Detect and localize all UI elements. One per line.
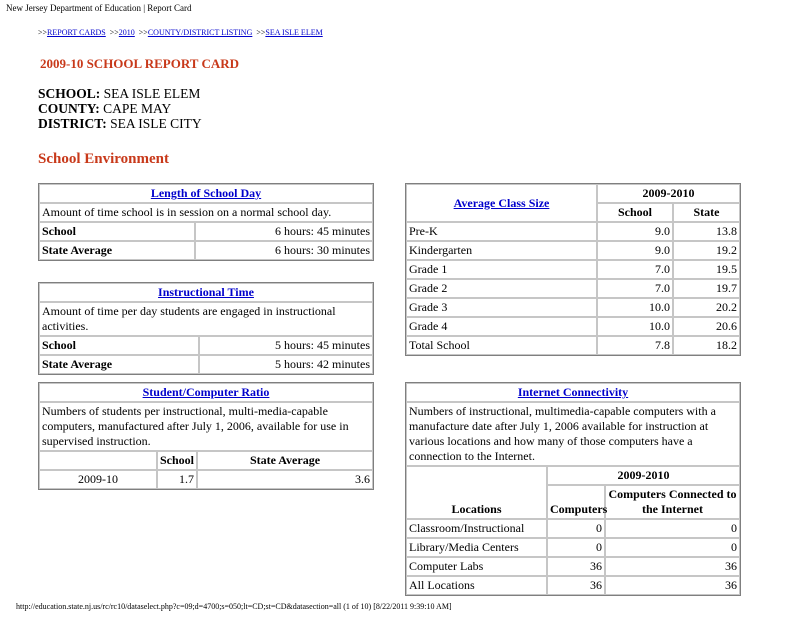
grade: Kindergarten (406, 241, 597, 260)
instructional-time-header (39, 283, 373, 302)
class-size-header (406, 184, 597, 222)
page-header: New Jersey Department of Education | Report Card (6, 3, 192, 13)
school-value: 7.0 (597, 260, 673, 279)
location: Library/Media Centers (406, 538, 547, 557)
col-connected: Computers Connected to the Internet (605, 485, 740, 519)
length-of-day-link[interactable]: Length of School Day (150, 186, 262, 200)
state-value: 13.8 (673, 222, 740, 241)
internet-header (406, 383, 740, 402)
table-row (406, 557, 740, 576)
class-size-table (405, 183, 741, 356)
col-school: School (597, 203, 673, 222)
breadcrumb-sep: >> (138, 28, 148, 37)
table-row (406, 336, 740, 355)
table-row (406, 222, 740, 241)
col-state-average: State Average (197, 451, 373, 470)
computers-value: 36 (547, 576, 605, 595)
state-value: 20.6 (673, 317, 740, 336)
school-value: 9.0 (597, 222, 673, 241)
table-row (39, 222, 373, 241)
table-row (406, 317, 740, 336)
breadcrumb (38, 28, 323, 37)
computers-value: 0 (547, 538, 605, 557)
row-label: State Average (39, 241, 195, 260)
school-info (38, 86, 202, 131)
row-label: State Average (39, 355, 199, 374)
row-value: 6 hours: 45 minutes (195, 222, 373, 241)
internet-link[interactable]: Internet Connectivity (517, 385, 629, 399)
location: Computer Labs (406, 557, 547, 576)
district-line (38, 116, 202, 131)
district-label: DISTRICT: (38, 116, 107, 131)
breadcrumb-sep: >> (109, 28, 119, 37)
school-name: SEA ISLE ELEM (103, 86, 201, 101)
table-row (39, 241, 373, 260)
grade: Grade 2 (406, 279, 597, 298)
col-computers: Computers (547, 485, 605, 519)
connected-value: 0 (605, 519, 740, 538)
school-value: 7.8 (597, 336, 673, 355)
table-row (406, 260, 740, 279)
table-row (39, 355, 373, 374)
county-name: CAPE MAY (103, 101, 172, 116)
row-value: 6 hours: 30 minutes (195, 241, 373, 260)
row-state: 3.6 (197, 470, 373, 489)
blank-cell (39, 451, 157, 470)
school-label: SCHOOL: (38, 86, 101, 101)
internet-table (405, 382, 741, 596)
breadcrumb-2010[interactable]: 2010 (118, 28, 135, 37)
student-computer-header (39, 383, 373, 402)
table-row (39, 470, 373, 489)
report-title: 2009-10 SCHOOL REPORT CARD (40, 56, 240, 71)
state-value: 19.2 (673, 241, 740, 260)
row-year: 2009-10 (39, 470, 157, 489)
table-row (406, 538, 740, 557)
instructional-time-table (38, 282, 374, 375)
breadcrumb-school[interactable]: SEA ISLE ELEM (265, 28, 323, 37)
class-size-year: 2009-2010 (597, 184, 740, 203)
row-value: 5 hours: 42 minutes (199, 355, 373, 374)
grade: Grade 1 (406, 260, 597, 279)
county-label: COUNTY: (38, 101, 100, 116)
connected-value: 36 (605, 557, 740, 576)
row-school: 1.7 (157, 470, 197, 489)
district-name: SEA ISLE CITY (110, 116, 202, 131)
breadcrumb-report-cards[interactable]: REPORT CARDS (47, 28, 106, 37)
breadcrumb-sep: >> (38, 28, 48, 37)
row-label: School (39, 222, 195, 241)
connected-value: 0 (605, 538, 740, 557)
table-row (406, 519, 740, 538)
county-line (38, 101, 202, 116)
student-computer-desc: Numbers of students per instructional, multi-media-capable computers, manufactured after July 1, 2006, available for use in supervised instruction. (39, 402, 373, 451)
table-row (406, 279, 740, 298)
grade: Grade 4 (406, 317, 597, 336)
grade: Grade 3 (406, 298, 597, 317)
school-value: 10.0 (597, 298, 673, 317)
school-line (38, 86, 202, 101)
state-value: 20.2 (673, 298, 740, 317)
location: All Locations (406, 576, 547, 595)
internet-year: 2009-2010 (547, 466, 740, 485)
state-value: 18.2 (673, 336, 740, 355)
location: Classroom/Instructional (406, 519, 547, 538)
state-value: 19.5 (673, 260, 740, 279)
table-row (406, 298, 740, 317)
connected-value: 36 (605, 576, 740, 595)
instructional-time-desc: Amount of time per day students are engaged in instructional activities. (39, 302, 373, 336)
length-of-day-table (38, 183, 374, 261)
school-value: 9.0 (597, 241, 673, 260)
page-footer: http://education.state.nj.us/rc/rc10/dataselect.php?c=09;d=4700;s=050;lt=CD;st=CD&datasection=all (1 of 10) [8/22/2011 9:39:10 AM] (16, 602, 452, 611)
grade: Total School (406, 336, 597, 355)
computers-value: 0 (547, 519, 605, 538)
internet-desc: Numbers of instructional, multimedia-capable computers with a manufacture date after July 1, 2006 available for instruction at various locations and how many of those computers have a connection to the Internet. (406, 402, 740, 466)
student-computer-link[interactable]: Student/Computer Ratio (142, 385, 270, 399)
table-row (406, 241, 740, 260)
col-school: School (157, 451, 197, 470)
table-row (39, 336, 373, 355)
section-title: School Environment (38, 151, 169, 167)
state-value: 19.7 (673, 279, 740, 298)
school-value: 7.0 (597, 279, 673, 298)
col-state: State (673, 203, 740, 222)
table-row (406, 576, 740, 595)
length-of-day-header (39, 184, 373, 203)
school-value: 10.0 (597, 317, 673, 336)
length-of-day-desc: Amount of time school is in session on a normal school day. (39, 203, 373, 222)
breadcrumb-county-district[interactable]: COUNTY/DISTRICT LISTING (147, 28, 253, 37)
breadcrumb-sep: >> (256, 28, 266, 37)
computers-value: 36 (547, 557, 605, 576)
row-value: 5 hours: 45 minutes (199, 336, 373, 355)
col-locations: Locations (406, 466, 547, 519)
row-label: School (39, 336, 199, 355)
instructional-time-link[interactable]: Instructional Time (158, 285, 254, 299)
student-computer-table (38, 382, 374, 490)
grade: Pre-K (406, 222, 597, 241)
class-size-link[interactable]: Average Class Size (453, 195, 550, 210)
